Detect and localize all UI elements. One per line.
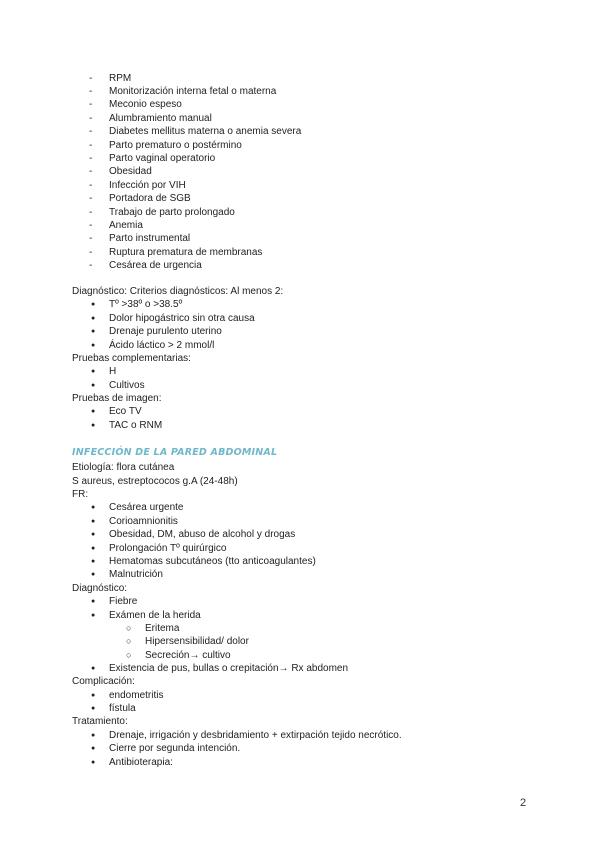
dash-marker: - [89,153,93,164]
bullet-marker: ● [91,745,96,752]
circle-marker: ○ [126,650,132,660]
bullet-marker: ● [91,705,96,712]
dash-marker: - [89,166,93,177]
dash-marker: - [89,113,93,124]
bullet-marker: ● [91,531,96,538]
dash-marker: - [89,193,93,204]
complication-heading: Complicación: [72,676,135,687]
bullet-marker: ● [91,301,96,308]
treatment-heading: Tratamiento: [72,716,128,727]
bullet-marker: ● [91,571,96,578]
dash-marker: - [89,260,93,271]
dash-marker: - [89,247,93,258]
bullet-marker: ● [91,368,96,375]
bullet-marker: ● [91,732,96,739]
dash-marker: - [89,73,93,84]
bullet-marker: ● [91,315,96,322]
bullet-marker: ● [91,504,96,511]
dash-marker: - [89,220,93,231]
bullet-marker: ● [91,692,96,699]
bullet-marker: ● [91,598,96,605]
organisms-line: S aureus, estreptococos g.A (24-48h) [72,476,238,487]
complementary-heading: Pruebas complementarias: [72,353,191,364]
diagnostic-heading: Diagnóstico: Criterios diagnósticos: Al menos 2: [72,286,284,297]
dash-marker: - [89,233,93,244]
dash-marker: - [89,180,93,191]
bullet-marker: ● [91,408,96,415]
bullet-marker: ● [91,558,96,565]
bullet-marker: ● [91,422,96,429]
imaging-heading: Pruebas de imagen: [72,393,162,404]
circle-marker: ○ [126,623,132,633]
bullet-marker: ● [91,759,96,766]
etiology-line: Etiología: flora cutánea [72,462,175,473]
diagnosis-heading: Diagnóstico: [72,583,128,594]
dash-marker: - [89,207,93,218]
dash-marker: - [89,126,93,137]
risk-factors-heading: FR: [72,489,89,500]
bullet-marker: ● [91,665,96,672]
bullet-marker: ● [91,545,96,552]
bullet-marker: ● [91,328,96,335]
dash-marker: - [89,140,93,151]
page-number: 2 [520,797,527,809]
dash-marker: - [89,99,93,110]
document-page: - RPM - Monitorización interna fetal o materna - Meconio espeso - Alumbramiento manual - Diabetes mellitus materna o anemia severa - Parto prematuro o postérmino - Parto vaginal operatorio - Obesidad - Infección por VIH - Portadora de SGB - Trabajo de parto prolongado - Anemia - Parto instrumental - Ruptura prematura de membranas - Cesárea de urgencia Diagnóstico: Criterios diagnósticos: Al menos 2: ● Tº >38º o >38.5º ● Dolor hipogástrico sin otra causa ● Drenaje purulento uterino ● Ácido láctico > 2 mmol/l Pruebas complementarias: ● H ● Cultivos Pruebas de imagen: ● Eco TV ● TAC o RNM INFECCIÓN DE LA PARED ABDOMINAL Etiología: flora cutánea S aureus, estreptococos g.A (24-48h) FR: ● Cesárea urgente ● Corioamnionitis ● Obesidad, DM, abuso de alcohol y drogas ● Prolongación Tº quirúrgico ● Hematomas subcutáneos (tto anticoagulantes) ● Malnutrición Diagnóstico: ● Fiebre ● Exámen de la herida ○ Eritema ○ Hipersensibilidad/ dolor ○ Secreción→ cultivo ● Existencia de pus, bullas o crepitación→ Rx abdomen Complicación: ● endometritis ● fístula Tratamiento: ● Drenaje, irrigación y desbridamiento + extirpación tejido necrótico. ● Cierre por segunda intención. ● Antibioterapia: 2 [72,73,527,809]
bullet-marker: ● [91,612,96,619]
circle-marker: ○ [126,636,132,646]
bullet-marker: ● [91,382,96,389]
dash-marker: - [89,86,93,97]
section-title: INFECCIÓN DE LA PARED ABDOMINAL [72,447,278,458]
bullet-marker: ● [91,518,96,525]
bullet-marker: ● [91,342,96,349]
